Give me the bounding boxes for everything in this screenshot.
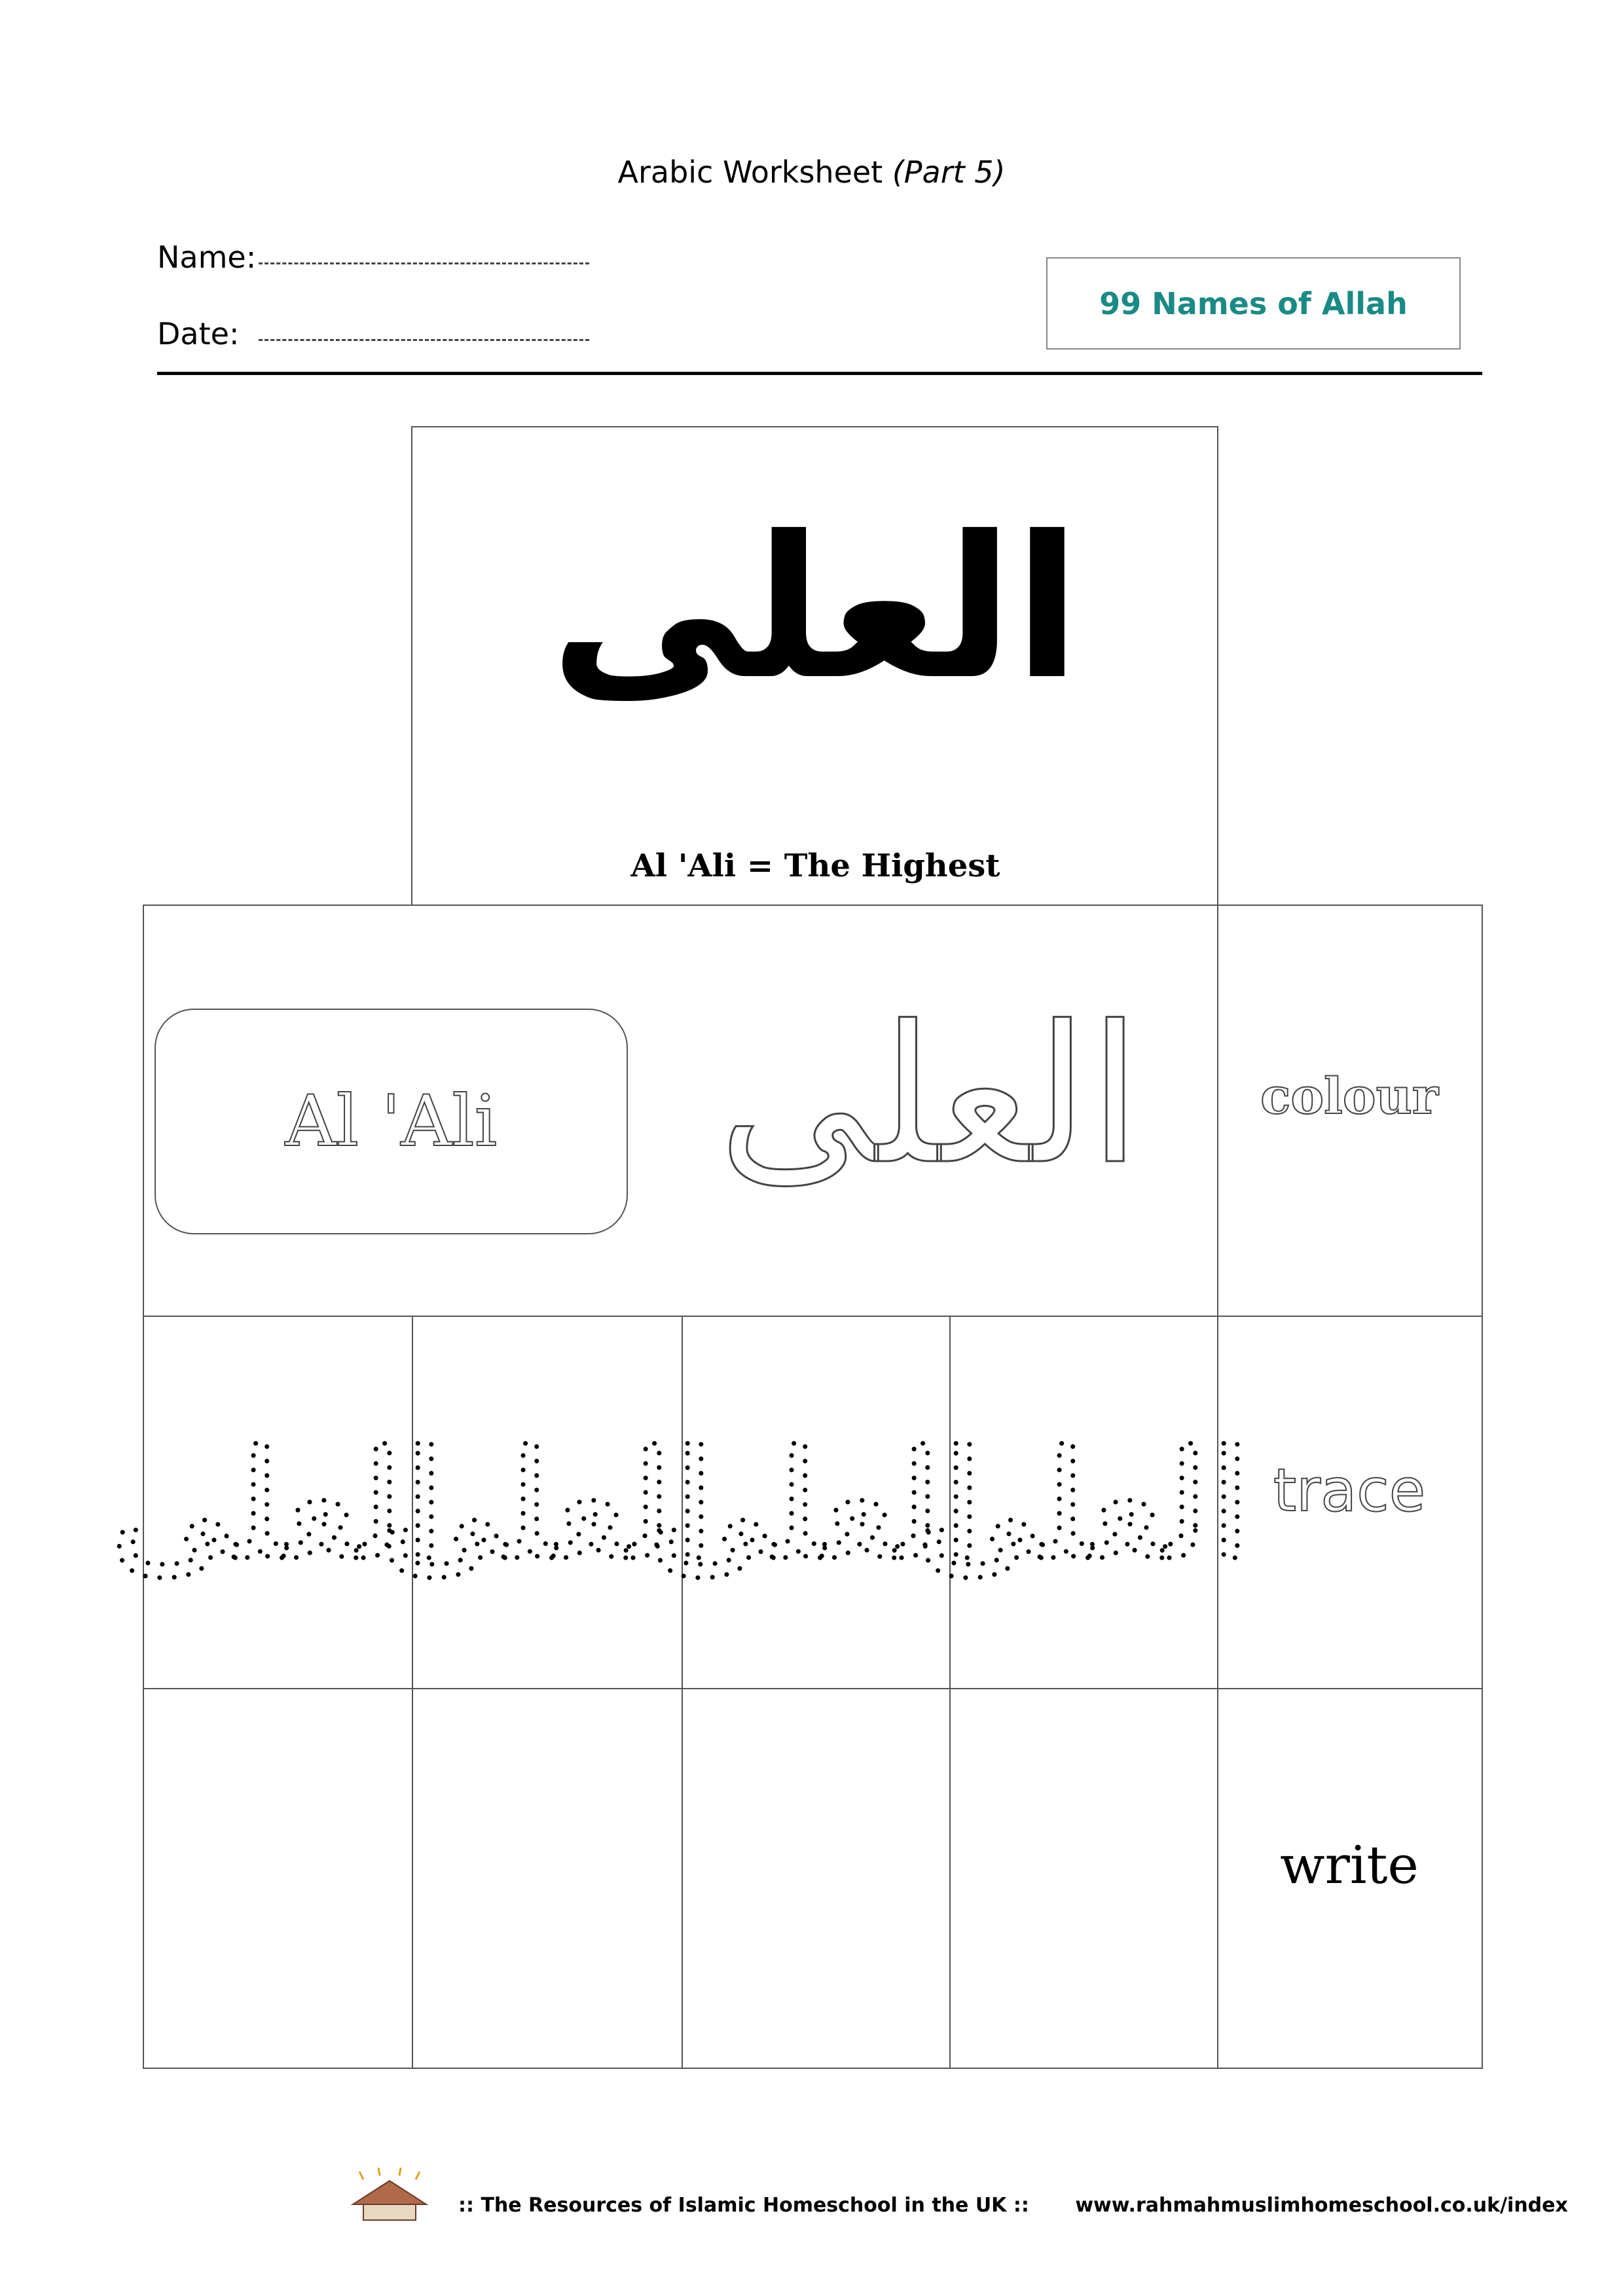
- name-meaning: Al 'Ali = The Highest: [630, 848, 1000, 884]
- header-rule: [157, 372, 1482, 375]
- trace-word-4[interactable]: [915, 1419, 1252, 1600]
- trace-word-3[interactable]: [647, 1419, 984, 1600]
- trace-word-2[interactable]: [379, 1419, 716, 1600]
- dotted-arabic-text-1: العلى: [109, 1419, 446, 1594]
- dotted-arabic-4: [915, 1419, 1252, 1597]
- trace-label: trace: [1273, 1456, 1426, 1525]
- dotted-arabic-text-4: العلى: [915, 1419, 1252, 1594]
- house-logo-icon: [344, 2166, 435, 2228]
- footer: [458, 2194, 1607, 2217]
- dotted-arabic-1: [109, 1419, 446, 1597]
- dotted-arabic-text-3: العلى: [647, 1419, 984, 1594]
- topic-box: [1046, 257, 1461, 350]
- write-cell-2[interactable]: [412, 1688, 683, 2069]
- name-line[interactable]: [259, 262, 589, 264]
- write-cell-4[interactable]: [949, 1688, 1218, 2069]
- worksheet-title-text: Arabic Worksheet: [617, 154, 883, 190]
- date-label: Date:: [157, 316, 240, 351]
- colour-label: colour: [1260, 1067, 1438, 1125]
- dotted-arabic-text-2: العلى: [379, 1419, 716, 1594]
- date-line[interactable]: [259, 339, 589, 341]
- arabic-outline[interactable]: العلى: [718, 986, 1142, 1206]
- trace-word-1[interactable]: [109, 1419, 446, 1600]
- worksheet-part: (Part 5): [892, 154, 1006, 190]
- arabic-name: العلى: [550, 494, 1081, 723]
- transliteration-outline: Al 'Ali: [285, 1081, 498, 1162]
- write-label: write: [1280, 1835, 1419, 1895]
- write-cell-1[interactable]: [143, 1688, 413, 2069]
- worksheet-title: [0, 154, 1623, 190]
- dotted-arabic-3: [647, 1419, 984, 1597]
- footer-url[interactable]: www.rahmahmuslimhomeschool.co.uk/index: [1075, 2194, 1568, 2217]
- transliteration-box[interactable]: [155, 1009, 628, 1234]
- write-cell-3[interactable]: [682, 1688, 951, 2069]
- name-label: Name:: [157, 240, 257, 275]
- topic-text: 99 Names of Allah: [1099, 285, 1408, 321]
- dotted-arabic-2: [379, 1419, 716, 1597]
- footer-tagline: :: The Resources of Islamic Homeschool in the UK ::: [458, 2194, 1029, 2217]
